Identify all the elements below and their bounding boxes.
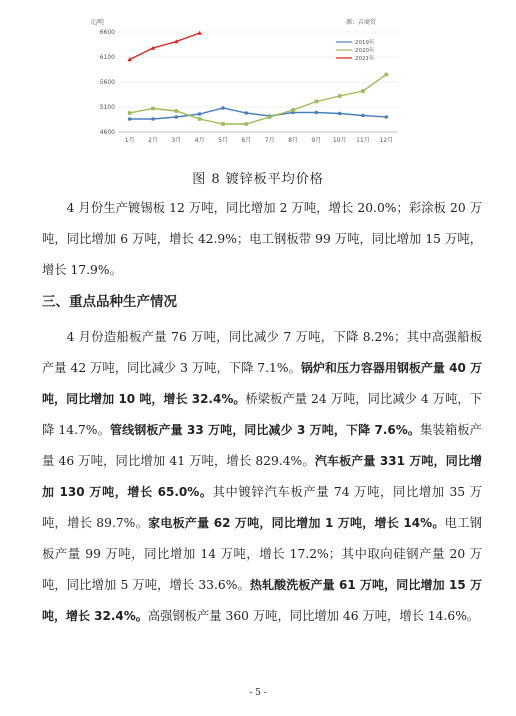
x-tick-label: 10月 bbox=[332, 137, 347, 144]
y-tick-label: 5100 bbox=[99, 104, 115, 111]
sentence: 高强钢板产量 360 万吨，同比增加 46 万吨，增长 14.6%。 bbox=[147, 609, 480, 623]
zinc-plate-price-chart bbox=[88, 10, 408, 160]
y-axis-label: 元/吨 bbox=[90, 19, 105, 26]
x-tick-label: 4月 bbox=[194, 137, 205, 144]
paragraph-text: 4 月份生产镀锡板 12 万吨，同比增加 2 万吨，增长 20.0%；彩涂板 20 万吨，同比增加 6 万吨，增长 42.9%；电工钢板带 99 万吨，同比增加 15 万吨，增长 17.9%。 bbox=[42, 201, 482, 277]
x-tick-label: 2月 bbox=[148, 137, 158, 144]
x-tick-label: 3月 bbox=[171, 137, 182, 144]
paragraph-production bbox=[42, 193, 482, 286]
figure-caption: 图 8 镀锌板平均价格 bbox=[192, 172, 324, 187]
x-tick-label: 6月 bbox=[241, 137, 252, 144]
x-tick-label: 8月 bbox=[288, 137, 298, 144]
paragraph-key-products bbox=[42, 322, 482, 632]
data-point bbox=[385, 115, 389, 119]
page-number: - 5 - bbox=[249, 688, 267, 698]
sentence: 管线钢板产量 33 万吨，同比减少 3 万吨，下降 7.6%。 bbox=[110, 423, 421, 437]
sentence: 电工钢板产量 99 万吨，同比增加 14 万吨，增长 17.2%；其中取向硅钢产量 20 万吨，同比增加 5 万吨，增长 33.6%。 bbox=[42, 516, 482, 592]
data-point bbox=[221, 106, 225, 110]
data-point bbox=[151, 107, 155, 111]
sentence: 锅炉和压力容器用钢板产量 40 万吨，同比增加 10 吨，增长 32.4%。 bbox=[42, 361, 482, 406]
sentence: 家电板产量 62 万吨，同比增加 1 万吨，增长 14%。 bbox=[148, 516, 445, 530]
data-point bbox=[315, 100, 319, 104]
data-point bbox=[221, 122, 225, 126]
data-point bbox=[361, 89, 365, 93]
data-point bbox=[245, 111, 249, 115]
legend-label: 2019年 bbox=[355, 40, 375, 46]
sentence: 桥梁板产量 24 万吨，同比减少 4 万吨，下降 14.7%。 bbox=[42, 392, 483, 437]
data-point bbox=[245, 122, 249, 126]
data-point bbox=[128, 111, 132, 115]
data-point bbox=[151, 117, 155, 121]
data-point bbox=[198, 31, 202, 35]
sentence: 汽车板产量 331 万吨，同比增加 130 万吨，增长 65.0%。 bbox=[42, 454, 482, 499]
paragraph-text bbox=[42, 322, 482, 632]
y-tick-label: 5600 bbox=[99, 79, 115, 86]
source-note: 源：吉商贸 bbox=[346, 19, 377, 26]
data-point bbox=[338, 112, 342, 116]
x-tick-label: 12月 bbox=[379, 137, 394, 144]
sentence: 4 月份造船板产量 76 万吨，同比减少 7 万吨，下降 8.2%；其中高强船板产量 42 万吨，同比减少 3 万吨，下降 7.1%。 bbox=[42, 330, 482, 375]
y-tick-label: 6100 bbox=[99, 54, 115, 61]
data-point bbox=[175, 115, 179, 119]
x-tick-label: 11月 bbox=[356, 137, 370, 144]
y-tick-label: 4600 bbox=[99, 129, 115, 136]
series-line bbox=[130, 33, 200, 60]
data-point bbox=[385, 73, 389, 77]
x-tick-label: 1月 bbox=[124, 137, 135, 144]
x-tick-label: 5月 bbox=[218, 137, 228, 144]
data-point bbox=[338, 94, 342, 98]
data-point bbox=[128, 117, 132, 121]
section-heading: 三、重点品种生产情况 bbox=[42, 294, 177, 310]
data-point bbox=[291, 108, 295, 112]
data-point bbox=[315, 111, 319, 115]
sentence: 集装箱板产量 46 万吨，同比增加 41 万吨，增长 829.4%。 bbox=[42, 423, 482, 468]
x-tick-label: 7月 bbox=[264, 137, 275, 144]
y-tick-label: 6600 bbox=[99, 29, 115, 36]
sentence: 热轧酸洗板产量 61 万吨，同比增加 15 万吨，增长 32.4%。 bbox=[42, 578, 482, 623]
x-tick-label: 9月 bbox=[311, 137, 322, 144]
data-point bbox=[268, 115, 272, 119]
data-point bbox=[361, 114, 365, 118]
data-point bbox=[175, 109, 179, 113]
sentence: 其中镀锌汽车板产量 74 万吨，同比增加 35 万吨，增长 89.7%。 bbox=[42, 485, 482, 530]
legend-label: 2021年 bbox=[355, 56, 375, 62]
data-point bbox=[198, 117, 202, 121]
legend-label: 2020年 bbox=[355, 48, 375, 54]
data-point bbox=[198, 112, 202, 116]
